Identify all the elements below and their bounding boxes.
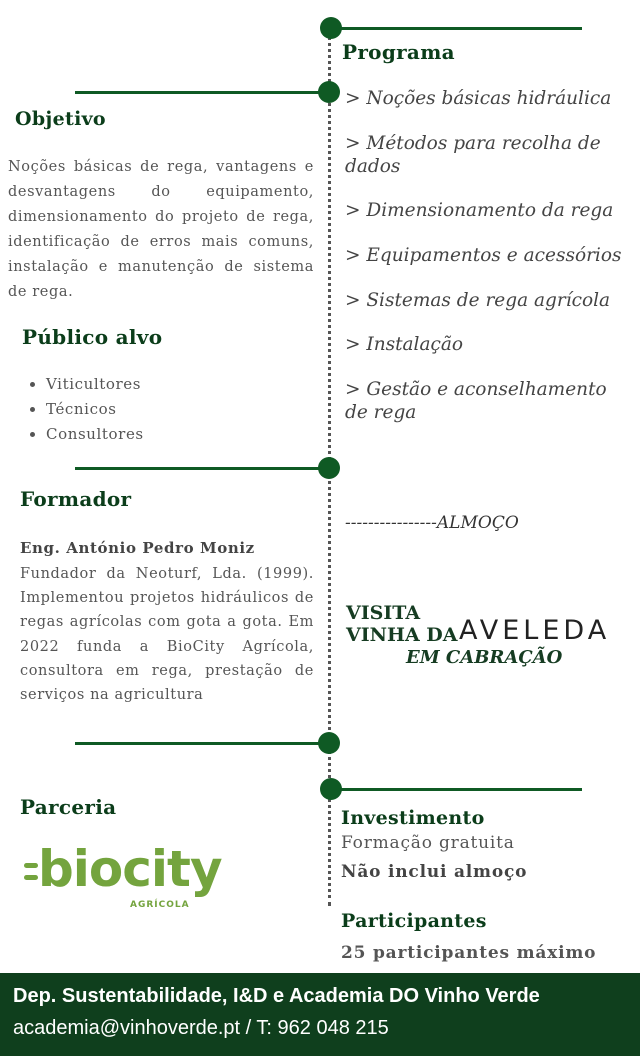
- participantes-title: Participantes: [341, 910, 487, 932]
- formador-bio: Fundador da Neoturf, Lda. (1999). Implementou projetos hidráulicos de regas agrícolas com gota a gota. Em 2022 funda a BioCity Agrícola, consultora em rega, prestação de serviços na agricultura: [20, 566, 314, 704]
- timeline-node-objetivo: [318, 81, 340, 103]
- programa-item: > Noções básicas hidráulica: [345, 88, 612, 109]
- objetivo-title: Objetivo: [15, 108, 106, 130]
- formador-name: Eng. António Pedro Moniz: [20, 539, 255, 557]
- footer-contact[interactable]: academia@vinhoverde.pt / T: 962 048 215: [13, 1017, 389, 1039]
- biocity-logo: [24, 840, 224, 915]
- objetivo-rule: [75, 91, 329, 94]
- visita-line2: VINHA DA: [346, 624, 458, 646]
- investimento-rule: [330, 788, 582, 791]
- formador-rule: [75, 467, 329, 470]
- biocity-subtitle: AGRÍCOLA: [130, 900, 190, 910]
- publico-item: • Viticultores: [46, 372, 144, 397]
- programa-item: > Sistemas de rega agrícola: [345, 290, 611, 311]
- publico-item: • Consultores: [46, 422, 144, 447]
- programa-item: > Gestão e aconselhamento de rega: [345, 379, 607, 423]
- programa-item: > Equipamentos e acessórios: [345, 245, 622, 266]
- programa-title: Programa: [342, 40, 455, 64]
- publico-item: • Técnicos: [46, 397, 144, 422]
- objetivo-text: Noções básicas de rega, vantagens e desvantagens do equipamento, dimensionamento do projeto de rega, identificação de erros mais comuns, instalação e manutenção de sistema de rega.: [8, 159, 314, 300]
- parceria-rule: [75, 742, 329, 745]
- footer-org: Dep. Sustentabilidade, I&D e Academia DO Vinho Verde: [13, 985, 540, 1007]
- programa-item: > Métodos para recolha de dados: [345, 133, 601, 177]
- programa-item: > Instalação: [345, 334, 464, 355]
- programa-item: > Dimensionamento da rega: [345, 200, 614, 221]
- investimento-title: Investimento: [341, 807, 485, 829]
- formador-title: Formador: [20, 487, 132, 511]
- biocity-mark-icon: [24, 857, 38, 887]
- timeline-node-investimento: [320, 778, 342, 800]
- publico-list: [22, 372, 144, 447]
- participantes-text: 25 participantes máximo: [341, 943, 597, 963]
- aveleda-logo: AVELEDA: [459, 615, 611, 646]
- timeline-node-formador: [318, 457, 340, 479]
- footer: [0, 973, 640, 1056]
- timeline-node-parceria: [318, 732, 340, 754]
- publico-title: Público alvo: [22, 325, 163, 349]
- timeline-node-programa: [320, 17, 342, 39]
- parceria-title: Parceria: [20, 795, 117, 819]
- visita-line1: VISITA: [346, 602, 421, 624]
- visita-location: EM CABRAÇÃO: [406, 647, 563, 668]
- investimento-line1: Formação gratuita: [341, 833, 515, 853]
- biocity-wordmark: biocity: [38, 840, 222, 898]
- almoco-label: ----------------ALMOÇO: [345, 513, 519, 533]
- investimento-line2: Não inclui almoço: [341, 862, 528, 882]
- programa-rule: [330, 27, 582, 30]
